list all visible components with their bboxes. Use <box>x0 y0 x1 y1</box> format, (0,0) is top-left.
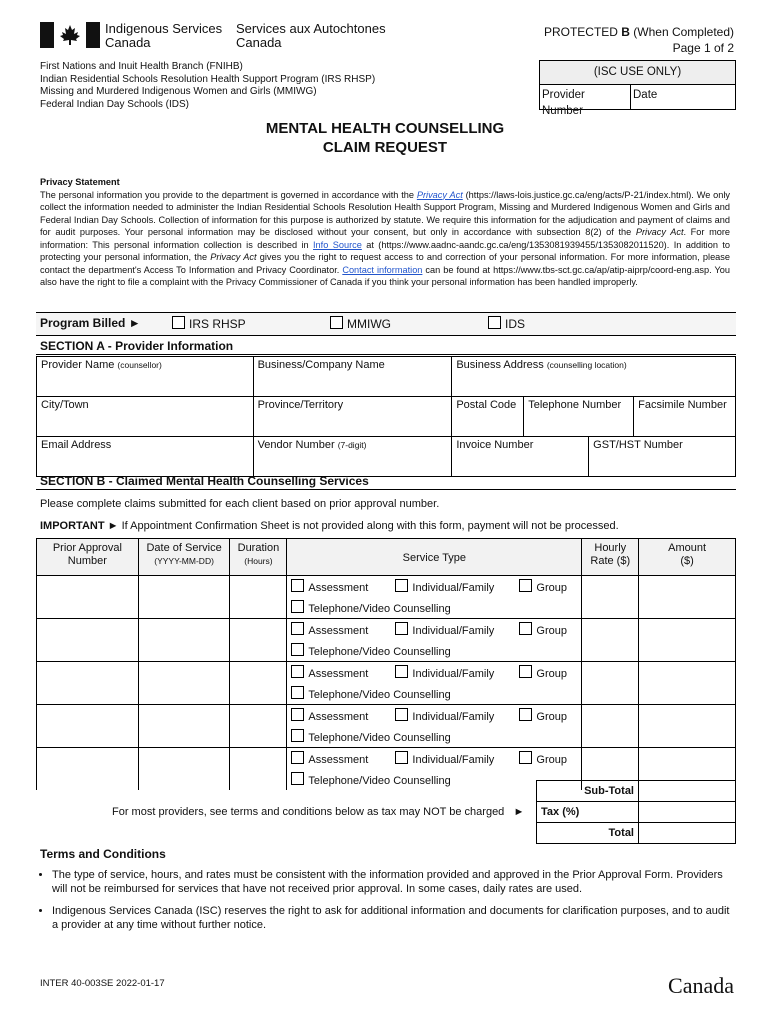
isc-use-only-box <box>539 60 736 117</box>
branch-irs-rhsp: Indian Residential Schools Resolution Health Support Program (IRS RHSP) <box>40 73 376 85</box>
department-name-english <box>105 22 222 50</box>
important-notice <box>40 520 619 532</box>
col-amount <box>639 539 736 576</box>
col-prior-approval-line-1: Prior Approval <box>52 542 122 554</box>
services-table <box>36 538 736 790</box>
checkbox-telephone-video[interactable] <box>291 772 304 785</box>
option-telephone-video[interactable] <box>291 603 450 615</box>
checkbox-individual-family[interactable] <box>395 622 408 635</box>
individual-family-label: Individual/Family <box>412 582 495 594</box>
hourly-rate-input[interactable] <box>582 705 639 748</box>
option-assessment[interactable] <box>291 708 395 723</box>
checkbox-ids[interactable] <box>488 316 501 329</box>
col-duration-sublabel: (Hours) <box>244 556 273 566</box>
important-label: IMPORTANT ► <box>40 520 119 532</box>
fax-field[interactable] <box>634 397 736 437</box>
telephone-video-label: Telephone/Video Counselling <box>308 775 451 787</box>
ids-label: IDS <box>505 317 526 331</box>
branch-list <box>40 61 375 111</box>
option-individual-family[interactable] <box>395 751 519 766</box>
table-row <box>37 748 736 770</box>
option-individual-family[interactable] <box>395 622 519 637</box>
telephone-field[interactable] <box>524 397 634 437</box>
program-option-mmiwg[interactable] <box>330 316 391 331</box>
form-title <box>0 119 770 157</box>
provider-name-sublabel: (counsellor) <box>117 360 162 370</box>
table-row <box>37 662 736 684</box>
checkbox-group[interactable] <box>519 665 532 678</box>
telephone-video-label: Telephone/Video Counselling <box>308 689 451 701</box>
invoice-number-label: Invoice Number <box>456 439 534 451</box>
checkbox-group[interactable] <box>519 751 532 764</box>
checkbox-telephone-video[interactable] <box>291 643 304 656</box>
checkbox-telephone-video[interactable] <box>291 686 304 699</box>
section-b-instruction: Please complete claims submitted for each client based on prior approval number. <box>40 498 440 510</box>
col-hourly-rate <box>582 539 639 576</box>
gst-hst-label: GST/HST Number <box>593 439 683 451</box>
checkbox-group[interactable] <box>519 579 532 592</box>
date-of-service-input[interactable] <box>138 576 230 619</box>
privacy-text-1: The personal information you provide to the department is governed in accordance with the <box>40 189 417 200</box>
subtotal-input[interactable] <box>639 781 736 802</box>
protected-notice <box>544 24 734 56</box>
terms-item: • Indigenous Services Canada (ISC) reserves the right to ask for additional information and documents for clarification purposes, and to audit a provider at any time without further notice. <box>52 904 730 932</box>
gst-hst-field[interactable] <box>589 437 736 477</box>
hourly-rate-input[interactable] <box>582 576 639 619</box>
option-group[interactable] <box>519 582 567 594</box>
group-label: Group <box>536 625 567 637</box>
form-number: INTER 40-003SE 2022-01-17 <box>40 978 165 989</box>
checkbox-individual-family[interactable] <box>395 579 408 592</box>
individual-family-label: Individual/Family <box>412 668 495 680</box>
col-duration-label: Duration <box>237 542 280 554</box>
prior-approval-input[interactable] <box>37 748 139 791</box>
tax-arrow-icon: ► <box>513 806 525 818</box>
checkbox-telephone-video[interactable] <box>291 600 304 613</box>
province-label: Province/Territory <box>257 399 344 411</box>
email-field[interactable] <box>37 437 254 477</box>
total-input[interactable] <box>639 823 736 844</box>
col-date-of-service <box>138 539 230 576</box>
duration-input[interactable] <box>230 748 287 791</box>
checkbox-individual-family[interactable] <box>395 665 408 678</box>
invoice-number-field[interactable] <box>452 437 589 477</box>
subtotal-label: Sub-Total <box>584 785 634 797</box>
isc-date-field: Date <box>633 89 658 101</box>
col-date-label: Date of Service <box>146 542 222 554</box>
checkbox-assessment[interactable] <box>291 622 304 635</box>
program-option-irs-rhsp[interactable] <box>172 316 246 331</box>
email-label: Email Address <box>41 439 112 451</box>
dept-en-line-1: Indigenous Services <box>105 21 223 36</box>
service-type-cell <box>287 619 582 641</box>
duration-input[interactable] <box>230 662 287 705</box>
form-title-line-2: CLAIM REQUEST <box>322 139 448 156</box>
option-group[interactable] <box>519 711 567 723</box>
option-assessment[interactable] <box>291 665 395 680</box>
privacy-text-5: gives you the right to request access to and correction of your personal information. For more information, please contact the department's Access To Information and Privacy Coordinator. <box>40 252 730 275</box>
date-of-service-input[interactable] <box>138 748 230 791</box>
branch-fnihb: First Nations and Inuit Health Branch (FNIHB) <box>40 61 243 72</box>
group-label: Group <box>536 711 567 723</box>
telephone-video-label: Telephone/Video Counselling <box>308 732 451 744</box>
hourly-rate-input[interactable] <box>582 662 639 705</box>
vendor-number-sublabel: (7-digit) <box>337 440 367 450</box>
contact-information-link[interactable]: Contact information <box>342 264 423 275</box>
isc-provider-number-field: Provider Number <box>540 85 631 109</box>
duration-input[interactable] <box>230 619 287 662</box>
dept-fr-line-1: Services aux Autochtones <box>236 21 386 36</box>
col-duration <box>230 539 287 576</box>
option-telephone-video[interactable] <box>291 646 450 658</box>
program-billed-row <box>36 312 736 336</box>
option-individual-family[interactable] <box>395 579 519 594</box>
option-assessment[interactable] <box>291 751 395 766</box>
telephone-video-label: Telephone/Video Counselling <box>308 603 451 615</box>
checkbox-assessment[interactable] <box>291 708 304 721</box>
canada-wordmark: Canada <box>668 973 734 998</box>
city-label: City/Town <box>41 399 89 411</box>
protected-suffix: (When Completed) <box>629 25 734 39</box>
individual-family-label: Individual/Family <box>412 625 495 637</box>
privacy-act-italic-1: Privacy Act <box>635 227 684 237</box>
duration-input[interactable] <box>230 576 287 619</box>
protected-letter: B <box>621 25 630 39</box>
vendor-number-label: Vendor Number <box>257 439 338 451</box>
option-telephone-video[interactable] <box>291 732 450 744</box>
option-assessment[interactable] <box>291 622 395 637</box>
postal-code-label: Postal Code <box>456 399 517 411</box>
group-label: Group <box>536 582 567 594</box>
tax-input[interactable] <box>639 802 736 823</box>
privacy-text-6: can be found at https://www.tbs-sct.gc.ca/ap/atip-aiprp/coord-eng.asp. You also have the right to file a complaint with the Privacy Commissioner of Canada if you think your personal information has been handled improperly. <box>40 264 730 287</box>
vendor-number-field[interactable] <box>253 437 452 477</box>
irs-rhsp-label: IRS RHSP <box>189 317 246 331</box>
assessment-label: Assessment <box>308 754 369 766</box>
date-of-service-input[interactable] <box>138 705 230 748</box>
telephone-video-label: Telephone/Video Counselling <box>308 646 451 658</box>
branch-mmiwg: Missing and Murdered Indigenous Women and Girls (MMIWG) <box>40 86 317 97</box>
table-row <box>37 619 736 641</box>
info-source-link[interactable]: Info Source <box>313 239 362 250</box>
service-type-cell <box>287 748 582 770</box>
checkbox-telephone-video[interactable] <box>291 729 304 742</box>
telephone-label: Telephone Number <box>528 399 622 411</box>
individual-family-label: Individual/Family <box>412 754 495 766</box>
table-row <box>37 576 736 598</box>
privacy-act-italic-2: Privacy Act <box>210 252 257 262</box>
checkbox-assessment[interactable] <box>291 665 304 678</box>
provider-information-table <box>36 356 736 477</box>
terms-heading: Terms and Conditions <box>40 847 166 861</box>
tax-label: Tax (%) <box>541 806 580 818</box>
prior-approval-input[interactable] <box>37 662 139 705</box>
option-individual-family[interactable] <box>395 708 519 723</box>
checkbox-assessment[interactable] <box>291 751 304 764</box>
amount-input[interactable] <box>639 576 736 619</box>
option-group[interactable] <box>519 668 567 680</box>
col-rate-line-1: Hourly <box>594 542 627 554</box>
checkbox-mmiwg[interactable] <box>330 316 343 329</box>
privacy-text-4: at (https://www.aadnc-aandc.gc.ca/eng/1353081939455/1353082011520). In addition to protecting your personal information, the <box>40 239 730 262</box>
form-title-line-1: MENTAL HEALTH COUNSELLING <box>265 120 505 137</box>
page-number: Page 1 of 2 <box>672 41 734 55</box>
branch-ids: Federal Indian Day Schools (IDS) <box>40 98 189 110</box>
checkbox-individual-family[interactable] <box>395 751 408 764</box>
individual-family-label: Individual/Family <box>412 711 495 723</box>
col-rate-line-2: Rate ($) <box>590 555 631 567</box>
business-name-field[interactable] <box>253 357 452 397</box>
col-amount-line-2: ($) <box>680 555 694 567</box>
service-type-cell-tele <box>287 640 582 662</box>
option-individual-family[interactable] <box>395 665 519 680</box>
service-type-cell <box>287 662 582 684</box>
service-type-cell <box>287 576 582 598</box>
terms-item: • The type of service, hours, and rates must be consistent with the information provided and approved in the Prior Approval Form. Providers will not be reimbursed for services that have not received prior approval. In some cases, daily rates are used. <box>52 868 730 896</box>
fax-label: Facsimile Number <box>638 399 727 411</box>
province-field[interactable] <box>253 397 452 437</box>
privacy-statement <box>40 176 730 289</box>
business-address-label: Business Address <box>456 359 547 371</box>
assessment-label: Assessment <box>308 625 369 637</box>
col-prior-approval-line-2: Number <box>67 555 107 567</box>
dept-fr-line-2: Canada <box>236 35 282 50</box>
service-type-cell <box>287 705 582 727</box>
duration-input[interactable] <box>230 705 287 748</box>
business-address-field[interactable] <box>452 357 736 397</box>
provider-name-label: Provider Name <box>41 359 118 371</box>
checkbox-group[interactable] <box>519 622 532 635</box>
col-amount-line-1: Amount <box>668 542 707 554</box>
provider-name-field[interactable] <box>37 357 254 397</box>
checkbox-assessment[interactable] <box>291 579 304 592</box>
col-service-type <box>287 539 582 576</box>
program-billed-label: Program Billed ► <box>40 316 141 330</box>
protected-prefix: PROTECTED <box>543 25 622 39</box>
tax-note-text: For most providers, see terms and conditions below as tax may NOT be charged <box>112 806 505 818</box>
checkbox-individual-family[interactable] <box>395 708 408 721</box>
assessment-label: Assessment <box>308 582 369 594</box>
group-label: Group <box>536 668 567 680</box>
col-date-sublabel: (YYYY-MM-DD) <box>154 556 214 566</box>
prior-approval-input[interactable] <box>37 576 139 619</box>
department-name-french <box>236 22 386 50</box>
city-field[interactable] <box>37 397 254 437</box>
amount-input[interactable] <box>639 662 736 705</box>
option-assessment[interactable] <box>291 579 395 594</box>
date-of-service-input[interactable] <box>138 619 230 662</box>
isc-box-title: (ISC USE ONLY) <box>540 61 735 85</box>
mmiwg-label: MMIWG <box>347 317 391 331</box>
col-service-label: Service Type <box>402 551 467 564</box>
service-type-cell-tele <box>287 683 582 705</box>
option-group[interactable] <box>519 625 567 637</box>
tax-label-cell <box>537 802 639 823</box>
section-b-title: SECTION B - Claimed Mental Health Counselling Services <box>36 472 736 490</box>
hourly-rate-input[interactable] <box>582 619 639 662</box>
important-text: If Appointment Confirmation Sheet is not provided along with this form, payment will not be processed. <box>118 520 619 532</box>
totals-table <box>536 780 736 844</box>
option-telephone-video[interactable] <box>291 689 450 701</box>
privacy-heading: Privacy Statement <box>40 177 120 187</box>
section-a-title: SECTION A - Provider Information <box>36 337 736 355</box>
option-group[interactable] <box>519 754 567 766</box>
table-row <box>37 705 736 727</box>
prior-approval-input[interactable] <box>37 705 139 748</box>
option-telephone-video[interactable] <box>291 775 450 787</box>
business-address-sublabel: (counselling location) <box>546 360 627 370</box>
group-label: Group <box>536 754 567 766</box>
date-of-service-input[interactable] <box>138 662 230 705</box>
amount-input[interactable] <box>639 619 736 662</box>
subtotal-label-cell <box>537 781 639 802</box>
program-option-ids[interactable] <box>488 316 525 331</box>
service-type-cell-tele <box>287 597 582 619</box>
prior-approval-input[interactable] <box>37 619 139 662</box>
postal-code-field[interactable] <box>452 397 524 437</box>
assessment-label: Assessment <box>308 711 369 723</box>
terms-and-conditions <box>40 847 730 940</box>
dept-en-line-2: Canada <box>105 35 151 50</box>
checkbox-irs-rhsp[interactable] <box>172 316 185 329</box>
privacy-text-2: (https://laws-lois.justice.gc.ca/eng/acts/P-21/index.html). We only collect the information needed to administer the Indian Residential Schools Resolution Health Support Program, Missing and Murdered Indigenous Women and Girls and Federal Indian Day Schools. Collection of information for this purpose is authorized by statute. We require this information for the adjudication and payment of claims and for audit purposes. Your personal information may be disclosed without your consent, but only in accordance with subsection 8(2) of the <box>40 189 731 237</box>
total-label-cell <box>537 823 639 844</box>
service-type-cell-tele <box>287 726 582 748</box>
col-prior-approval <box>37 539 139 576</box>
tax-note <box>112 806 524 818</box>
total-label: Total <box>608 827 634 839</box>
amount-input[interactable] <box>639 705 736 748</box>
business-name-label: Business/Company Name <box>257 359 385 371</box>
checkbox-group[interactable] <box>519 708 532 721</box>
privacy-act-link[interactable]: Privacy Act <box>416 189 463 200</box>
canada-flag-icon <box>40 22 100 48</box>
privacy-text-3: . For more information: This personal information collection is described in <box>40 227 731 250</box>
assessment-label: Assessment <box>308 668 369 680</box>
